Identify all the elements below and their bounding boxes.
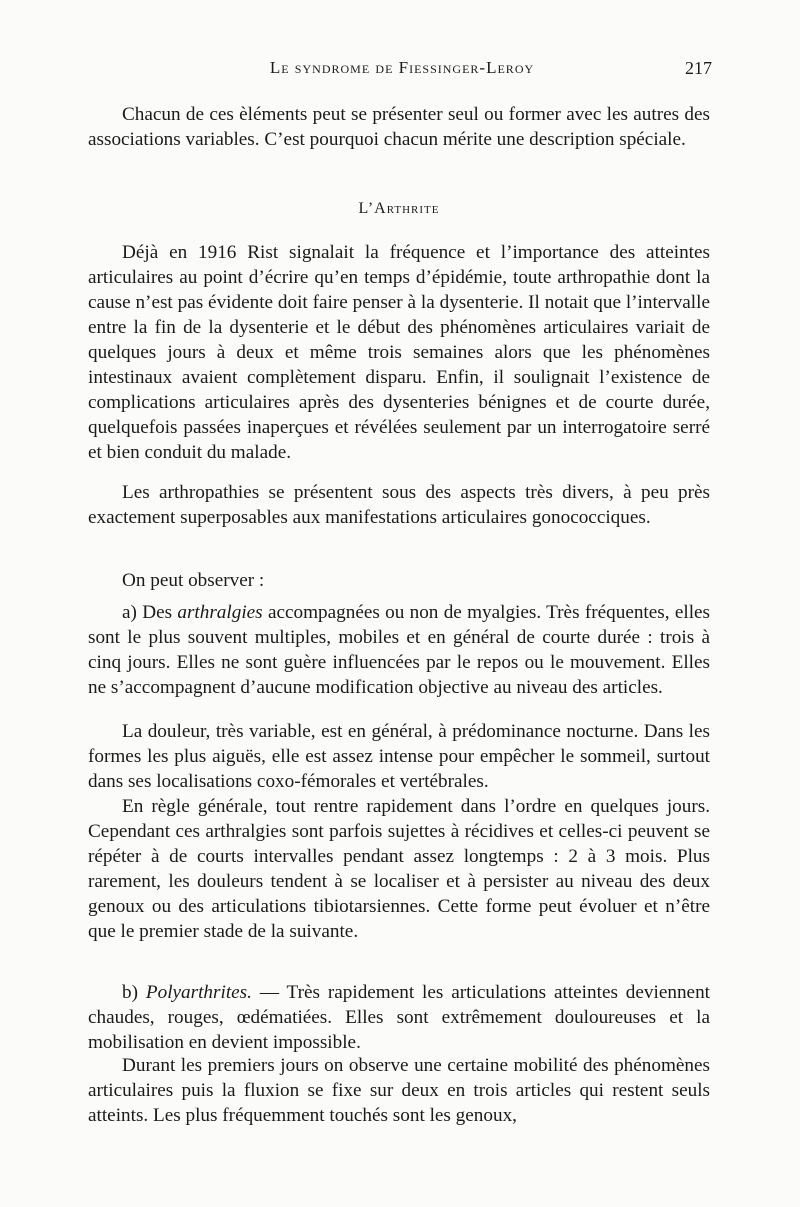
term-polyarthrites: Polyarthrites.	[145, 982, 252, 1003]
list-marker: b)	[122, 982, 146, 1003]
paragraph-intro	[88, 102, 710, 152]
page-number: 217	[685, 58, 712, 78]
paragraph-text: La douleur, très variable, est en général, à prédominance nocturne. Dans les formes les plus aiguës, elle est assez intense pour empêcher le sommeil, surtout dans ses localisations coxo-fémorales et vertébrales.	[88, 721, 710, 792]
paragraph-regle	[88, 794, 710, 944]
paragraph-polyarthrites	[88, 980, 710, 1055]
running-title: Le syndrome de Fiessinger-Leroy	[269, 58, 535, 77]
paragraph-aspects	[88, 480, 710, 530]
list-marker: a) Des	[122, 602, 178, 623]
section-title: L’Arthrite	[358, 200, 440, 217]
paragraph-history	[88, 240, 710, 465]
paragraph-text: En règle générale, tout rentre rapidement dans l’ordre en quelques jours. Cependant ces arthralgies sont parfois sujettes à récidives et celles-ci peuvent se répéter à de courts intervalles pendant assez longtemps : 2 à 3 mois. Plus rarement, les douleurs tendent à se localiser et à persister au niveau des deux genoux ou des articulations tibiotarsiennes. Cette forme peut évoluer et n’être que le premier stade de la suivante.	[88, 796, 710, 942]
paragraph-rest: accompagnées ou non de myalgies. Très fréquentes, elles sont le plus souvent multiples, mobiles et en général de courte durée : trois à cinq jours. Elles ne sont guère influencées par le repos ou le mouvement. Elles ne s’accompagnent d’aucune modification objective au niveau des articles.	[88, 602, 711, 698]
paragraph-text: Durant les premiers jours on observe une certaine mobilité des phénomènes articulaires puis la fluxion se fixe sur deux en trois articles qui restent seuls atteints. Les plus fréquemment touchés sont les genoux,	[88, 1055, 710, 1126]
paragraph-text: Les arthropathies se présentent sous des aspects très divers, à peu près exactement superposables aux manifestations articulaires gonococciques.	[88, 482, 710, 528]
page-header	[92, 58, 712, 88]
paragraph-text	[88, 600, 710, 700]
paragraph-douleur	[88, 719, 710, 794]
term-arthralgies: arthralgies	[177, 602, 263, 623]
paragraph-text	[88, 980, 710, 1055]
paragraph-arthralgies	[88, 600, 710, 700]
paragraph-text: Déjà en 1916 Rist signalait la fréquence et l’importance des atteintes articulaires au point d’écrire qu’en temps d’épidémie, toute arthropathie dont la cause n’est pas évidente doit faire penser à la dysenterie. Il notait que l’intervalle entre la fin de la dysenterie et le début des phénomènes articulaires variait de quelques jours à deux et même trois semaines alors que les phénomènes intestinaux avaient complètement disparu. Enfin, il soulignait l’existence de complications articulaires après des dysenteries bénignes et de courte durée, quelquefois passées inaperçues et révélées seulement par un interrogatoire serré et bien conduit du malade.	[88, 242, 710, 463]
paragraph-text: On peut observer :	[122, 570, 265, 591]
paragraph-rest: — Très rapidement les articulations atteintes deviennent chaudes, rouges, œdématiées. Elles sont extrêmement douloureuses et la mobilisation en devient impossible.	[88, 982, 710, 1053]
paragraph-observe	[88, 568, 710, 593]
paragraph-text: Chacun de ces èléments peut se présenter seul ou former avec les autres des associations variables. C’est pourquoi chacun mérite une description spéciale.	[88, 104, 710, 150]
paragraph-mobilite	[88, 1053, 710, 1128]
